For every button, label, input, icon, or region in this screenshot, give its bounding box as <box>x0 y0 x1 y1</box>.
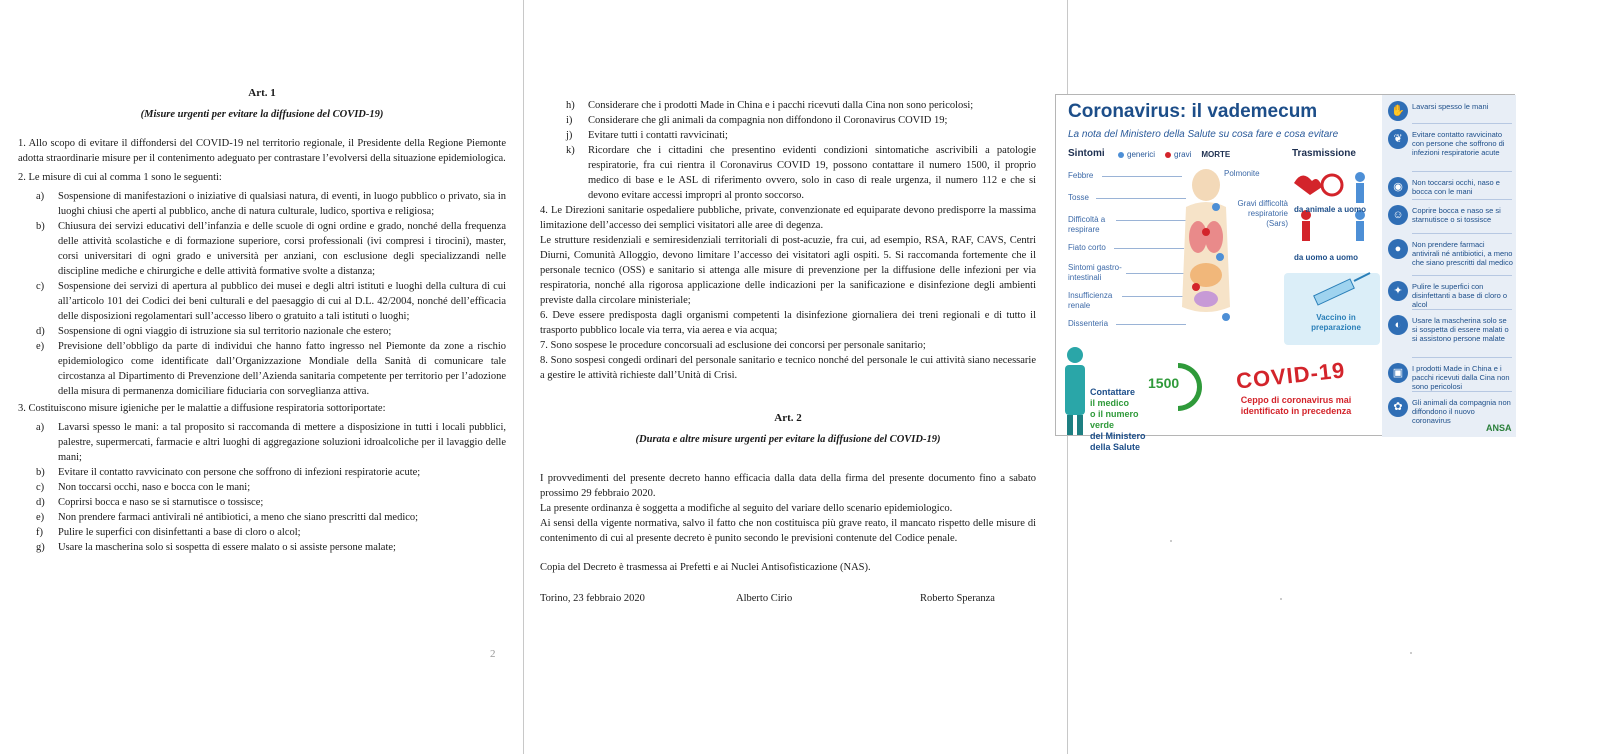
coronavirus-infographic <box>1055 94 1515 452</box>
paragraph-8: 8. Sono sospesi congedi ordinari del personale sanitario e tecnico nonché del personale le cui attività siano necessarie a gestire le attività richieste dall’Unità di Crisi. <box>540 355 1036 381</box>
document-page-2 <box>526 0 1066 754</box>
page-separator <box>523 0 524 754</box>
art2-paragraph-2: La presente ordinanza è soggetta a modifiche al seguito del variare dello scenario epidemiologico. <box>540 503 953 514</box>
document-page-1 <box>0 0 522 754</box>
hygiene-list-continued <box>566 98 1036 203</box>
list-item: e) Non prendere farmaci antivirali né antibiotici, a meno che siano prescritti dal medico; <box>36 512 419 523</box>
symptom-label: Difficoltà a respirare <box>1068 215 1106 234</box>
symptom-label: Fiato corto <box>1068 243 1106 252</box>
vaccine-label: Vaccino in preparazione <box>1311 313 1361 332</box>
signer-2: Roberto Speranza <box>920 593 995 604</box>
art2-paragraph-4: Copia del Decreto è trasmessa ai Prefetti e ai Nuclei Antisofisticazione (NAS). <box>540 562 871 573</box>
article-2 <box>540 411 1036 606</box>
infographic-subtitle: La nota del Ministero della Salute su cosa fare e cosa evitare <box>1068 129 1339 140</box>
art2-paragraph-1: I provvedimenti del presente decreto hanno efficacia dalla data della firma del presente documento fino a sabato prossimo 29 febbraio 2020. <box>540 473 1036 499</box>
list-item: a) Lavarsi spesso le mani: a tal proposito si raccomanda di mettere a disposizione in tutti i locali pubblici, palestre, supermercati, farmacie e altri luoghi di aggregazione soluzioni idroalcoliche per il lavaggio delle mani; <box>36 422 506 463</box>
page-number: 2 <box>490 648 496 660</box>
symptom-label: Sintomi gastro-intestinali <box>1068 263 1122 282</box>
hygiene-list <box>36 420 506 555</box>
symptom-label: Insufficienza renale <box>1068 291 1113 310</box>
mask-icon: ◐ <box>1388 315 1408 335</box>
mouth-cover-icon: ☺ <box>1388 205 1408 225</box>
symptom-label: Dissenteria <box>1068 319 1109 328</box>
list-item: a) Sospensione di manifestazioni o iniziative di qualsiasi natura, di eventi, in luogo pubblico o privato, sia in luoghi chiusi che aperti al pubblico, anche di natura culturale, ludico, sportiva e religiosa; <box>36 191 506 217</box>
place-date: Torino, 23 febbraio 2020 <box>540 593 645 604</box>
list-item: d) Coprirsi bocca e naso se si starnutisce o tossisce; <box>36 497 264 508</box>
source-label: ANSA <box>1486 423 1512 433</box>
transmission-heading: Trasmissione <box>1292 148 1356 159</box>
transmission-human-label: da uomo a uomo <box>1294 253 1358 262</box>
article-title: Art. 1 <box>248 87 276 99</box>
paragraph-1: 1. Allo scopo di evitare il diffondersi del COVID-19 nel territorio regionale, il Presidente della Regione Piemonte adotta straordinarie misure per il contenimento adeguato per contrastare l’evolversi della situazione epidemiologica. <box>18 138 506 164</box>
paragraph-4: 4. Le Direzioni sanitarie ospedaliere pubbliche, private, convenzionate ed equiparate devono predisporre la massima limitazione dell’accesso dei semplici visitatori alle aree di degenza. <box>540 205 1036 231</box>
pet-icon: ✿ <box>1388 397 1408 417</box>
list-item: j) Evitare tutti i contatti ravvicinati; <box>566 130 728 141</box>
contact-text: Contattare il medico o il numero verde del Ministero della Salute <box>1090 387 1146 452</box>
paragraph-6: 6. Deve essere predisposta dagli organismi competenti la disinfezione giornaliera dei treni regionali e di tutto il trasporto pubblico locale via terra, via aerea e via acqua; <box>540 310 1036 336</box>
symptom-label: Gravi difficoltà respiratorie (Sars) <box>1237 199 1288 228</box>
syringe-icon <box>1284 273 1380 313</box>
list-item: b) Chiusura dei servizi educativi dell’infanzia e delle scuole di ogni ordine e grado, nonché della frequenza delle attività scolastiche e di formazione superiore, corsi professionali (ivi compresi i tirocini), master, corsi universitari di ogni grado e università per anziani, con esclusione degli specializzandi nelle discipline mediche e chirurgiche e delle attività formative svolte a distanza; <box>36 221 506 277</box>
strain-note: Ceppo di coronavirus mai identificato in precedenza <box>1240 395 1352 416</box>
legend-death: MORTE <box>1201 150 1231 159</box>
lungs-icon: ❦ <box>1388 129 1408 149</box>
eye-icon: ◉ <box>1388 177 1408 197</box>
list-item: c) Non toccarsi occhi, naso e bocca con le mani; <box>36 482 251 493</box>
list-item: i) Considerare che gli animali da compagnia non diffondono il Coronavirus COVID 19; <box>566 115 948 126</box>
measures-list <box>36 189 506 399</box>
spray-icon: ✦ <box>1388 281 1408 301</box>
covid-logo: COVID-19 <box>1234 357 1347 394</box>
symptom-label: Polmonite <box>1224 169 1260 178</box>
list-item: d) Sospensione di ogni viaggio di istruzione sia sul territorio nazionale che estero; <box>36 326 392 337</box>
vaccine-illustration <box>1284 273 1380 345</box>
symptoms-legend <box>1118 150 1230 159</box>
list-item: k) Ricordare che i cittadini che presentino evidenti condizioni sintomatiche ascrivibili a patologie respiratorie, fra cui rientra il Coronavirus COVID 19, possono contattare il numero 1500, il proprio medico di base e le ASL di riferimento ovvero, solo in caso di reale urgenza, il numero 112 e che si devono evitare accessi impropri al pronto soccorso. <box>566 145 1036 201</box>
prevention-tips: ✋ Lavarsi spesso le mani ❦ Evitare contatto ravvicinato con persone che soffrono di infezioni respiratorie acute ◉ Non toccarsi occhi, naso e bocca con le mani ☺ Coprire bocca e naso se si starnutisce o si tossisce ● Non prendere farmaci antivirali né antibiotici, a meno che siano prescritti dal medico ✦ Pulire le superfici con disinfettanti a base di cloro o alcol ◐ Usare la mascherina solo se si sospetta di essere malati o si assistono persone malate ▣ I prodotti Made in China e i pacchi ricevuti dalla Cina non sono pericolosi ✿ Gli animali da compagnia non diffondono il nuovo coronavirus <box>1382 95 1516 437</box>
transmission-animal-label: da animale a uomo <box>1294 205 1367 214</box>
legend-generic: generici <box>1118 150 1155 159</box>
page-2-content <box>540 98 1036 606</box>
pill-icon: ● <box>1388 239 1408 259</box>
symptom-label: Tosse <box>1068 193 1089 202</box>
paragraph-4b: Le strutture residenziali e semiresidenziali territoriali di post-acuzie, fra cui, ad esempio, RSA, RAF, CAVS, Centri Diurni, Comunità Alloggio, devono limitare l’accesso dei visitatori agli ospiti. 5. Si raccomanda fortemente che il personale tecnico (OSS) e sanitario si attenga alle misure di prevenzione per la diffusione delle infezioni per via respiratoria, nonché alla rigorosa applicazione delle indicazioni per la sanificazione e disinfezione degli ambienti previste dalla circolare ministeriale; <box>540 235 1036 306</box>
symptom-label: Febbre <box>1068 171 1094 180</box>
paragraph-7: 7. Sono sospese le procedure concorsuali ad esclusione dei concorsi per personale sanitario; <box>540 340 926 351</box>
article-subtitle: (Durata e altre misure urgenti per evitare la diffusione del COVID-19) <box>635 434 941 445</box>
paragraph-2: 2. Le misure di cui al comma 1 sono le seguenti: <box>18 172 222 183</box>
legend-severe: gravi <box>1165 150 1191 159</box>
list-item: f) Pulire le superfici con disinfettanti a base di cloro o alcol; <box>36 527 301 538</box>
hand-wash-icon: ✋ <box>1388 101 1408 121</box>
list-item: b) Evitare il contatto ravvicinato con persone che soffrono di infezioni respiratorie acute; <box>36 467 421 478</box>
infographic-title: Coronavirus: il vademecum <box>1068 101 1318 122</box>
list-item: c) Sospensione dei servizi di apertura al pubblico dei musei e degli altri istituti e luoghi della cultura di cui all’articolo 101 dei Codici dei beni culturali e del paesaggio di cui al D.L. 42/2004, nonché dell’efficacia delle disposizioni regolamentari sull’accesso libero o gratuito a tali istituti o luoghi; <box>36 281 506 322</box>
signer-1: Alberto Cirio <box>736 593 793 604</box>
signature-line <box>540 591 1036 606</box>
symptoms-heading: Sintomi <box>1068 148 1105 159</box>
art2-paragraph-3: Ai sensi della vigente normativa, salvo il fatto che non costituisca più grave reato, il mancato rispetto delle misure di contenimento di cui al presente decreto è punito secondo le previsioni contenute del Codice penale. <box>540 518 1036 544</box>
list-item: g) Usare la mascherina solo si sospetta di essere malato o si assiste persone malate; <box>36 542 396 553</box>
paragraph-3: 3. Costituiscono misure igieniche per le malattie a diffusione respiratoria sottoriportate: <box>18 403 386 414</box>
page-1-content <box>18 86 506 557</box>
article-subtitle: (Misure urgenti per evitare la diffusione del COVID-19) <box>140 109 384 120</box>
list-item: e) Previsione dell’obbligo da parte di individui che hanno fatto ingresso nel Piemonte da zone a rischio epidemiologico come identificate dall’Organizzazione Mondiale della Sanità di comunicare tale circostanza al Dipartimento di Prevenzione dell’Azienda sanitaria competente per territorio per l’adozione della misura di permanenza domiciliare fiduciaria con sorveglianza attiva. <box>36 341 506 397</box>
article-title: Art. 2 <box>774 412 802 424</box>
list-item: h) Considerare che i prodotti Made in China e i pacchi ricevuti dalla Cina non sono pericolosi; <box>566 100 974 111</box>
package-icon: ▣ <box>1388 363 1408 383</box>
doctor-icon <box>1062 345 1088 435</box>
toll-free-number: 1500 <box>1148 375 1180 391</box>
